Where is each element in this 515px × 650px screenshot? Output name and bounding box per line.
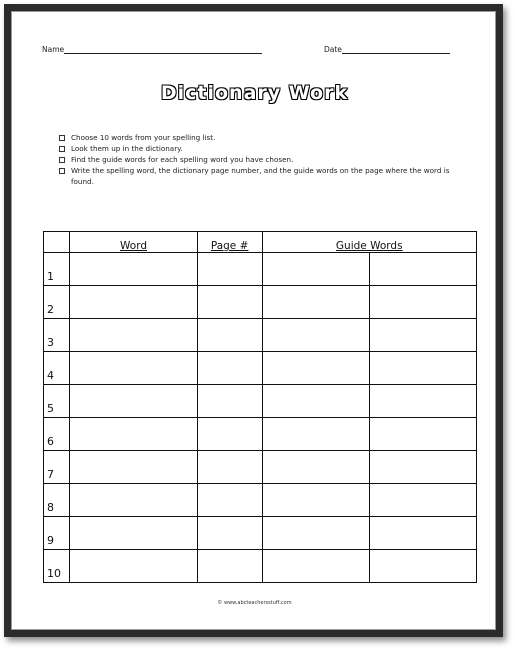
table-row: [44, 319, 477, 352]
row-number: 10: [44, 550, 70, 583]
table-header-row: [44, 232, 477, 253]
guide-word-2-cell[interactable]: [369, 484, 476, 517]
table-row: [44, 286, 477, 319]
guide-words-column-header: Guide Words: [262, 232, 477, 253]
row-number: 6: [44, 418, 70, 451]
checkbox-bullet-icon: [59, 157, 65, 163]
instruction-text: Choose 10 words from your spelling list.: [71, 133, 216, 142]
word-table: [43, 231, 477, 583]
page-number-cell[interactable]: [197, 517, 262, 550]
instruction-text: Find the guide words for each spelling word you have chosen.: [71, 155, 294, 164]
word-cell[interactable]: [70, 385, 197, 418]
guide-word-2-cell[interactable]: [369, 550, 476, 583]
word-cell[interactable]: [70, 484, 197, 517]
screenshot-frame: [4, 4, 503, 637]
table-row: [44, 550, 477, 583]
word-cell[interactable]: [70, 253, 197, 286]
guide-word-1-cell[interactable]: [262, 550, 369, 583]
row-number: 9: [44, 517, 70, 550]
row-number: 5: [44, 385, 70, 418]
page-column-header: Page #: [197, 232, 262, 253]
row-number: 2: [44, 286, 70, 319]
number-column-header: [44, 232, 70, 253]
table-row: [44, 352, 477, 385]
guide-word-2-cell[interactable]: [369, 319, 476, 352]
table-row: [44, 253, 477, 286]
guide-word-2-cell[interactable]: [369, 517, 476, 550]
guide-word-1-cell[interactable]: [262, 418, 369, 451]
guide-word-1-cell[interactable]: [262, 352, 369, 385]
page-number-cell[interactable]: [197, 286, 262, 319]
page-number-cell[interactable]: [197, 550, 262, 583]
guide-word-2-cell[interactable]: [369, 418, 476, 451]
page-number-cell[interactable]: [197, 484, 262, 517]
date-line[interactable]: [342, 45, 450, 54]
worksheet-page: [11, 11, 496, 630]
guide-word-1-cell[interactable]: [262, 319, 369, 352]
guide-word-2-cell[interactable]: [369, 451, 476, 484]
word-column-header: Word: [70, 232, 197, 253]
guide-word-2-cell[interactable]: [369, 253, 476, 286]
name-label: Name: [42, 45, 65, 54]
title-text: Dictionary Work: [160, 82, 349, 104]
instruction-item: [57, 132, 467, 143]
row-number: 8: [44, 484, 70, 517]
copyright-footer: © www.abcteachersstuff.com: [217, 600, 292, 606]
worksheet-title: [12, 82, 497, 104]
table-row: [44, 451, 477, 484]
guide-word-1-cell[interactable]: [262, 517, 369, 550]
guide-word-1-cell[interactable]: [262, 385, 369, 418]
guide-word-1-cell[interactable]: [262, 286, 369, 319]
page-number-cell[interactable]: [197, 418, 262, 451]
instruction-item: [57, 143, 467, 154]
checkbox-bullet-icon: [59, 146, 65, 152]
guide-word-1-cell[interactable]: [262, 451, 369, 484]
page-number-cell[interactable]: [197, 352, 262, 385]
row-number: 7: [44, 451, 70, 484]
instruction-item: [57, 154, 467, 165]
word-cell[interactable]: [70, 286, 197, 319]
guide-word-2-cell[interactable]: [369, 385, 476, 418]
table-row: [44, 385, 477, 418]
word-cell[interactable]: [70, 451, 197, 484]
name-line[interactable]: [64, 45, 262, 54]
word-cell[interactable]: [70, 550, 197, 583]
guide-word-1-cell[interactable]: [262, 253, 369, 286]
date-label: Date: [324, 45, 342, 54]
checkbox-bullet-icon: [59, 135, 65, 141]
guide-word-1-cell[interactable]: [262, 484, 369, 517]
page-number-cell[interactable]: [197, 253, 262, 286]
row-number: 4: [44, 352, 70, 385]
word-cell[interactable]: [70, 319, 197, 352]
page-number-cell[interactable]: [197, 385, 262, 418]
instruction-text: Write the spelling word, the dictionary page number, and the guide words on the page where the word is found.: [71, 166, 450, 186]
checkbox-bullet-icon: [59, 168, 65, 174]
date-field[interactable]: [324, 45, 450, 54]
table-row: [44, 517, 477, 550]
instruction-text: Look them up in the dictionary.: [71, 144, 183, 153]
table-row: [44, 418, 477, 451]
name-field[interactable]: [42, 45, 262, 54]
page-number-cell[interactable]: [197, 319, 262, 352]
table-row: [44, 484, 477, 517]
guide-word-2-cell[interactable]: [369, 352, 476, 385]
guide-word-2-cell[interactable]: [369, 286, 476, 319]
row-number: 1: [44, 253, 70, 286]
instruction-list: [57, 132, 467, 187]
word-cell[interactable]: [70, 418, 197, 451]
instruction-item: [57, 165, 467, 187]
page-number-cell[interactable]: [197, 451, 262, 484]
word-cell[interactable]: [70, 517, 197, 550]
word-cell[interactable]: [70, 352, 197, 385]
row-number: 3: [44, 319, 70, 352]
